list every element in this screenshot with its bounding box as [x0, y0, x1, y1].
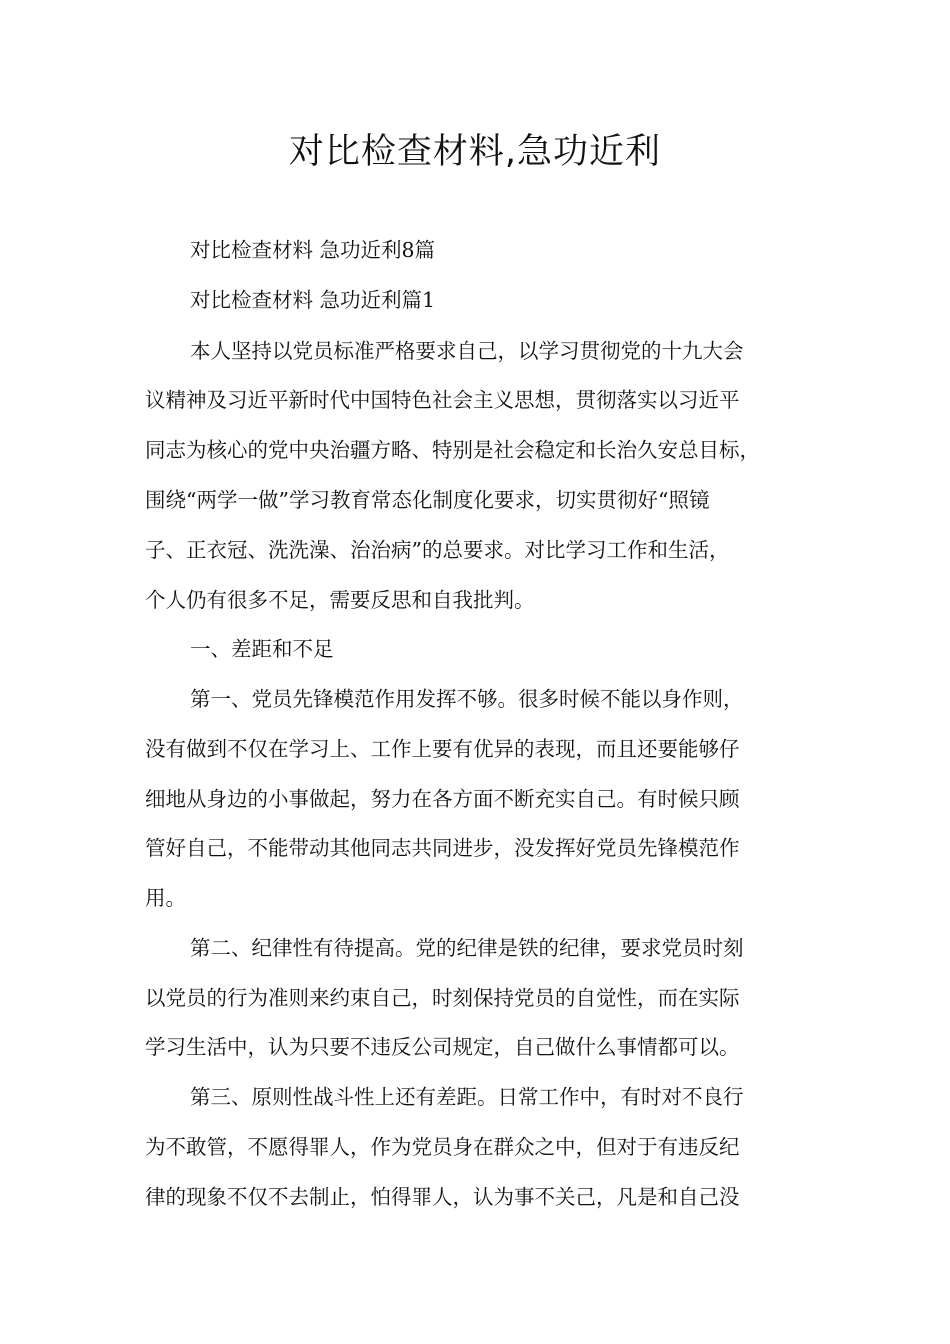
paragraph-line: 个人仍有很多不足，需要反思和自我批判。	[145, 588, 535, 612]
paragraph-line: 议精神及习近平新时代中国特色社会主义思想，贯彻落实以习近平	[145, 388, 740, 412]
section-heading: 一、差距和不足	[190, 637, 334, 661]
paragraph-line: 用。	[145, 886, 186, 910]
paragraph-line: 同志为核心的党中央治疆方略、特别是社会稳定和长治久安总目标，	[145, 438, 760, 462]
paragraph-line: 没有做到不仅在学习上、工作上要有优异的表现，而且还要能够仔	[145, 737, 740, 761]
paragraph-line: 管好自己，不能带动其他同志共同进步，没发挥好党员先锋模范作	[145, 836, 740, 860]
subtitle-part-1: 对比检查材料 急功近利篇1	[190, 288, 436, 312]
document-title: 对比检查材料,急功近利	[288, 132, 662, 172]
paragraph-line: 第一、党员先锋模范作用发挥不够。很多时候不能以身作则，	[190, 687, 744, 711]
paragraph-line: 学习生活中，认为只要不违反公司规定，自己做什么事情都可以。	[145, 1035, 740, 1059]
paragraph-line: 为不敢管，不愿得罪人，作为党员身在群众之中，但对于有违反纪	[145, 1135, 740, 1159]
paragraph-line: 本人坚持以党员标准严格要求自己，以学习贯彻党的十九大会	[190, 339, 744, 363]
paragraph-line: 以党员的行为准则来约束自己，时刻保持党员的自觉性，而在实际	[145, 986, 740, 1010]
paragraph-line: 围绕“两学一做”学习教育常态化制度化要求，切实贯彻好“照镜	[145, 488, 710, 512]
subtitle-collection: 对比检查材料 急功近利8篇	[190, 238, 436, 262]
paragraph-line: 子、正衣冠、洗洗澡、治治病”的总要求。对比学习工作和生活，	[145, 538, 730, 562]
paragraph-line: 第三、原则性战斗性上还有差距。日常工作中，有时对不良行	[190, 1085, 744, 1109]
paragraph-line: 细地从身边的小事做起，努力在各方面不断充实自己。有时候只顾	[145, 787, 740, 811]
paragraph-line: 第二、纪律性有待提高。党的纪律是铁的纪律，要求党员时刻	[190, 936, 744, 960]
paragraph-line: 律的现象不仅不去制止，怕得罪人，认为事不关己，凡是和自己没	[145, 1185, 740, 1209]
